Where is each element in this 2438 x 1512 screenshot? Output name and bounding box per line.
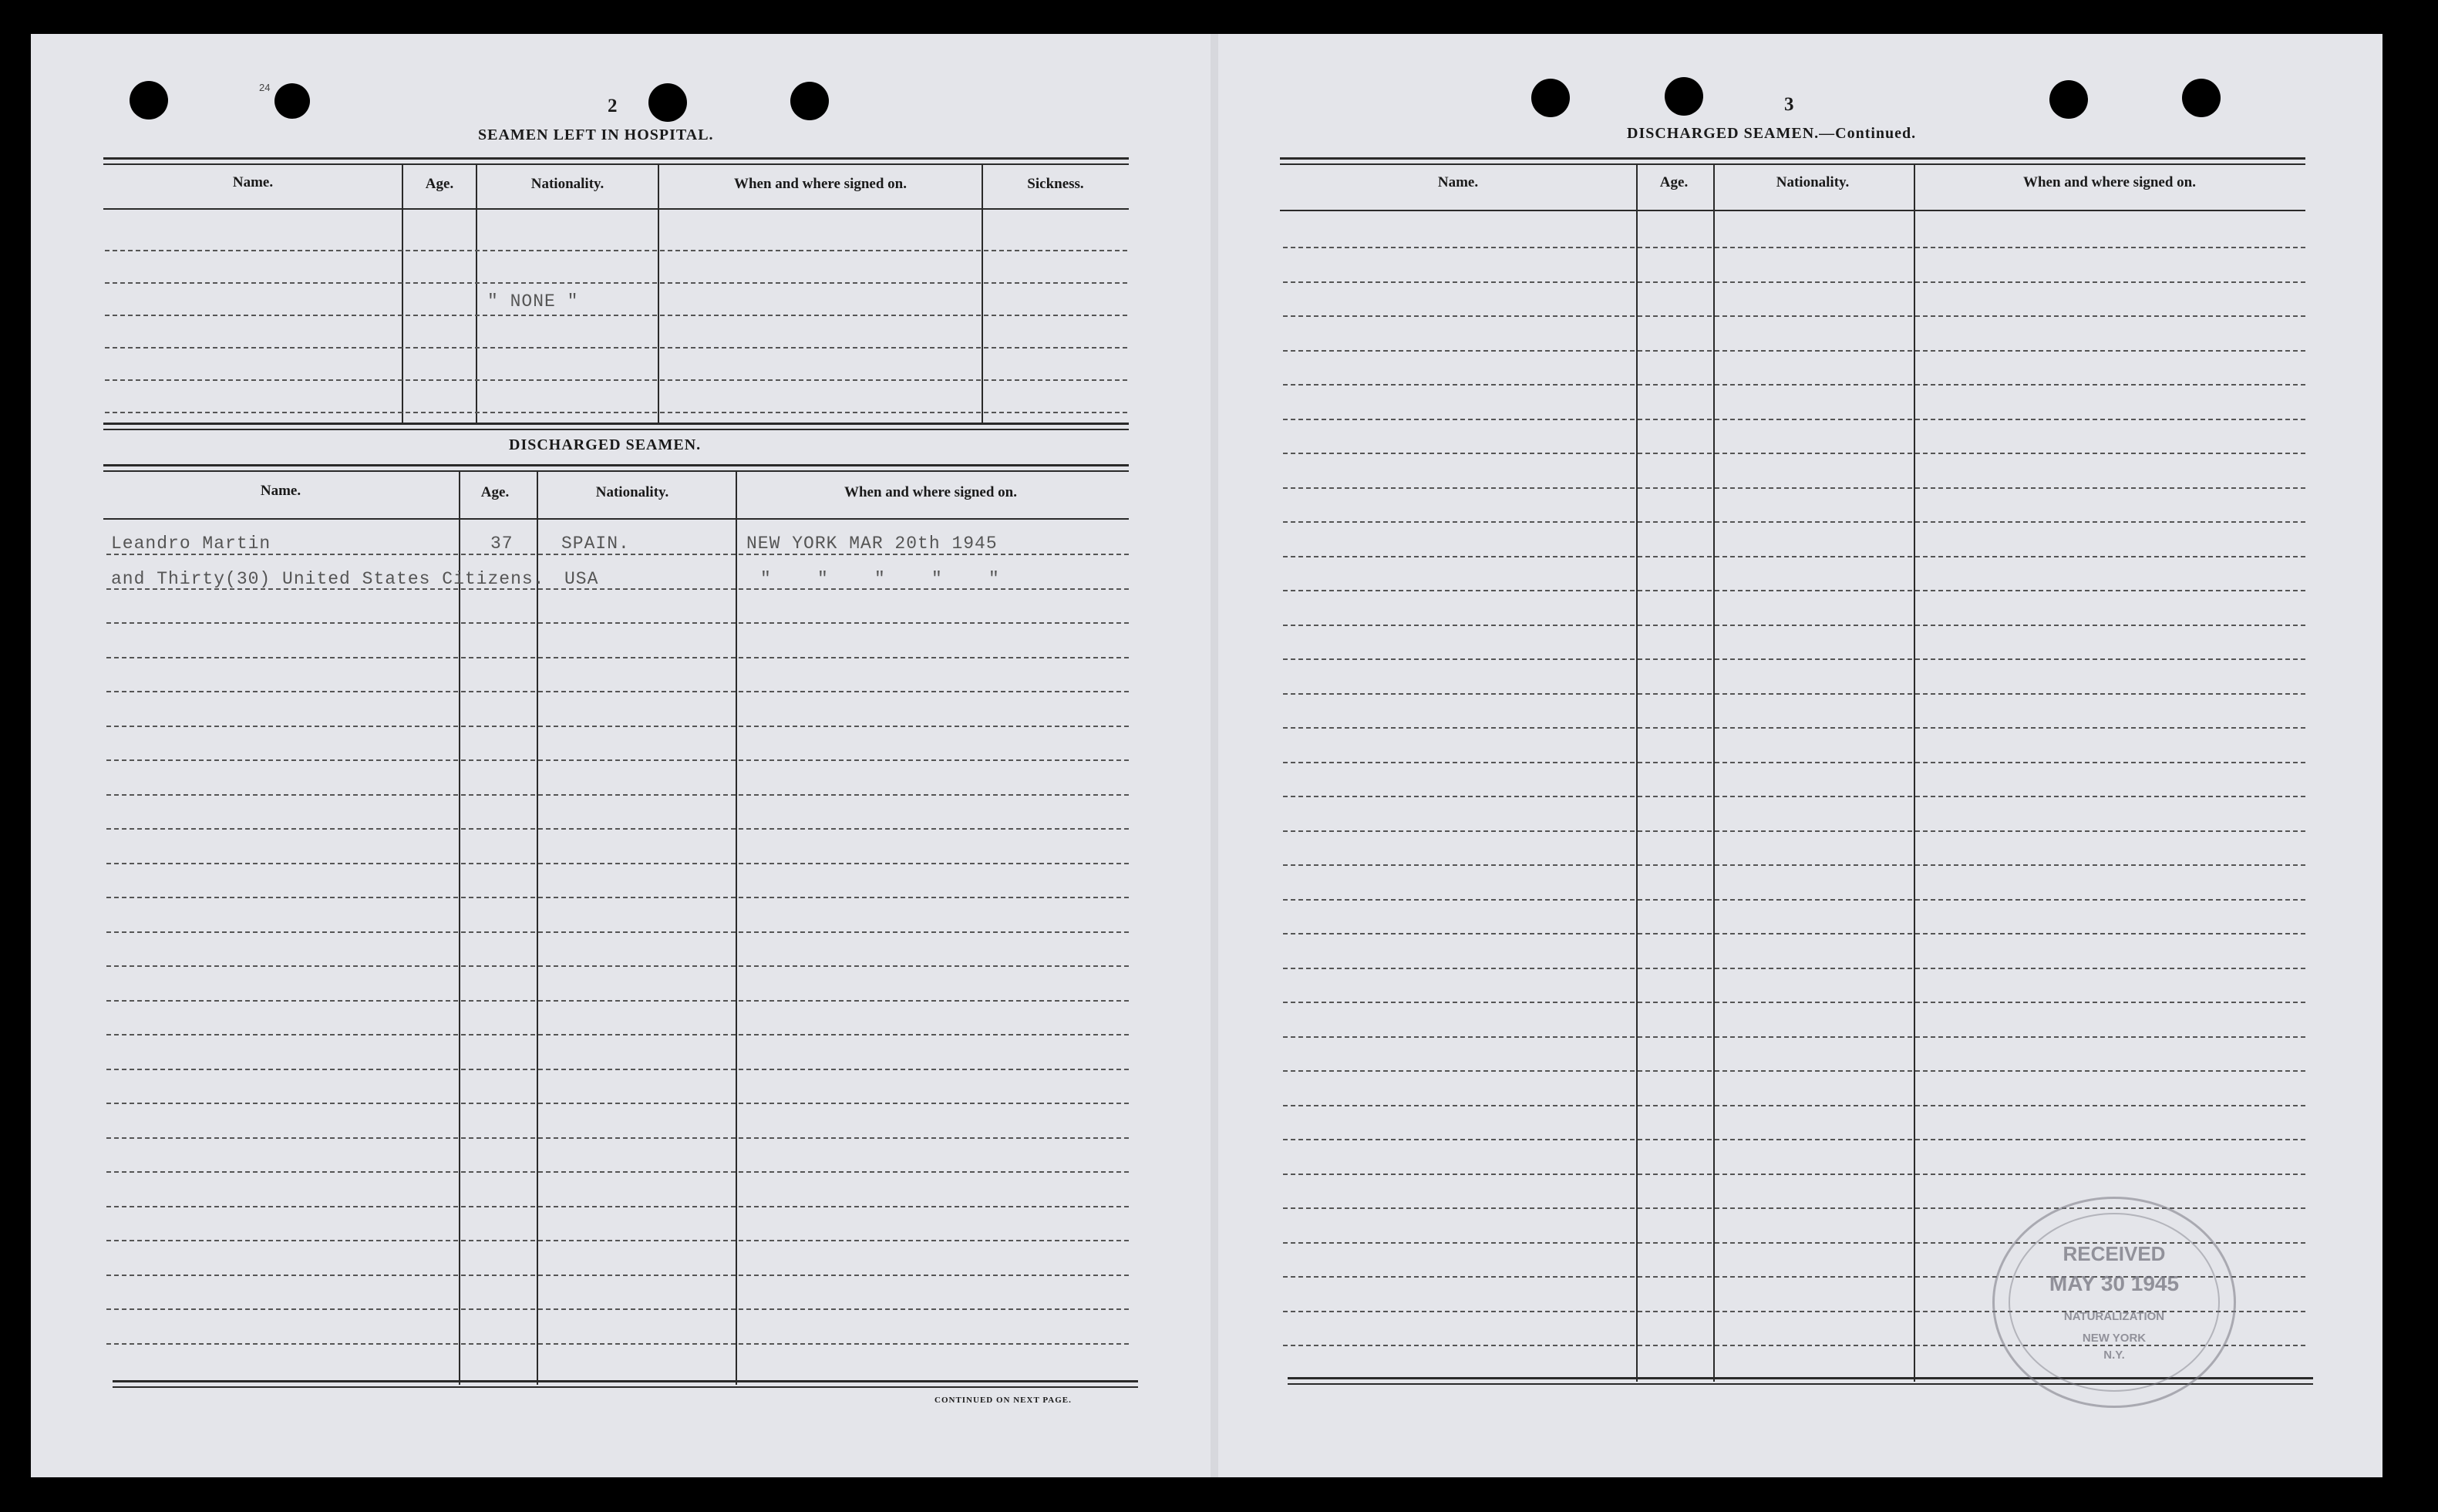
punch-hole <box>2182 79 2221 117</box>
row-line <box>106 759 1129 761</box>
column-header-nationality: Nationality. <box>595 484 669 500</box>
row-line <box>1283 487 2305 489</box>
page-number: 2 <box>608 96 618 116</box>
row-line <box>106 1240 1129 1241</box>
row-line <box>1283 899 2305 901</box>
column-header-age: Age. <box>1659 174 1689 190</box>
row-line <box>106 1206 1129 1207</box>
row-line <box>106 691 1129 692</box>
discharged-age: 37 <box>490 534 514 554</box>
row-line <box>1283 933 2305 934</box>
column-divider <box>476 163 477 424</box>
column-divider <box>982 163 983 424</box>
punch-hole <box>648 83 687 122</box>
row-line <box>1283 384 2305 386</box>
table-bottom-rule <box>113 1386 1138 1388</box>
punch-hole <box>274 83 310 119</box>
page-number: 3 <box>1784 94 1794 115</box>
column-divider <box>459 470 460 1385</box>
row-line <box>105 250 1127 251</box>
row-line <box>1283 247 2305 248</box>
row-line <box>105 412 1127 413</box>
row-line <box>106 1343 1129 1345</box>
column-header-name: Name. <box>232 174 274 190</box>
section-title-discharged: DISCHARGED SEAMEN. <box>509 436 702 453</box>
column-divider <box>736 470 737 1385</box>
column-divider <box>658 163 659 424</box>
column-header-sickness: Sickness. <box>1027 176 1084 192</box>
punch-hole <box>2049 80 2088 119</box>
row-line <box>1283 590 2305 591</box>
table-top-rule <box>1280 163 2305 165</box>
margin-note: 24 <box>259 82 271 93</box>
discharged-nationality: USA <box>564 569 599 589</box>
row-line <box>105 282 1127 284</box>
row-line <box>1283 521 2305 523</box>
row-line <box>106 1308 1129 1310</box>
row-line <box>1283 693 2305 695</box>
section-title-discharged-continued: DISCHARGED SEAMEN.—Continued. <box>1627 125 1917 142</box>
header-rule <box>103 518 1129 520</box>
row-line <box>1283 1105 2305 1106</box>
section-title-hospital: SEAMEN LEFT IN HOSPITAL. <box>478 126 714 143</box>
row-line <box>1283 1036 2305 1038</box>
table-top-rule <box>1280 157 2305 160</box>
row-line <box>106 1171 1129 1173</box>
row-line <box>106 931 1129 933</box>
header-rule <box>1280 210 2305 211</box>
row-line <box>1283 556 2305 557</box>
table-top-rule <box>103 470 1129 472</box>
row-line <box>106 965 1129 967</box>
row-line <box>106 863 1129 864</box>
discharged-nationality: SPAIN. <box>561 534 630 554</box>
column-header-name: Name. <box>260 483 301 499</box>
table-top-rule <box>103 464 1129 466</box>
table-top-rule <box>103 163 1129 165</box>
row-line <box>106 1034 1129 1036</box>
row-line <box>105 315 1127 316</box>
row-line <box>106 657 1129 658</box>
row-line <box>1283 350 2305 352</box>
row-line <box>1283 1139 2305 1140</box>
row-line <box>1283 1070 2305 1072</box>
row-line <box>106 1137 1129 1139</box>
row-line <box>105 379 1127 381</box>
stamp-line: RECEIVED <box>2063 1242 2166 1265</box>
row-line <box>106 1103 1129 1104</box>
hospital-entry: " NONE " <box>487 291 579 311</box>
column-header-signed-on: When and where signed on. <box>844 484 1017 500</box>
discharged-signed-on: NEW YORK MAR 20th 1945 <box>746 534 998 554</box>
column-divider <box>537 470 538 1385</box>
received-stamp <box>1992 1197 2236 1408</box>
row-line <box>1283 864 2305 866</box>
table-bottom-rule <box>113 1380 1138 1382</box>
discharged-name: Leandro Martin <box>111 534 271 554</box>
row-line <box>1283 1002 2305 1003</box>
row-line <box>1283 762 2305 763</box>
row-line <box>106 794 1129 796</box>
row-line <box>105 347 1127 349</box>
row-line <box>1283 453 2305 454</box>
stamp-inner-ring <box>2009 1213 2220 1392</box>
row-line <box>106 554 1129 555</box>
row-line <box>106 1275 1129 1276</box>
column-divider <box>1713 163 1715 1382</box>
row-line <box>106 622 1129 624</box>
header-rule <box>103 208 1129 210</box>
row-line <box>106 1000 1129 1002</box>
punch-hole <box>130 81 168 120</box>
stamp-date: MAY 30 1945 <box>2049 1271 2180 1295</box>
column-header-signed-on: When and where signed on. <box>733 176 907 192</box>
table-bottom-rule <box>103 423 1129 425</box>
column-header-age: Age. <box>425 176 454 192</box>
row-line <box>1283 727 2305 729</box>
row-line <box>1283 968 2305 969</box>
discharged-signed-on: " " " " " <box>760 569 1000 589</box>
punch-hole <box>1665 77 1703 116</box>
row-line <box>106 897 1129 898</box>
stamp-line: NATURALIZATION <box>2063 1310 2165 1323</box>
row-line <box>106 1069 1129 1070</box>
column-header-name: Name. <box>1437 174 1479 190</box>
discharged-name: and Thirty(30) United States Citizens. <box>111 569 545 589</box>
row-line <box>1283 658 2305 660</box>
stamp-line: NEW YORK <box>2082 1332 2147 1345</box>
punch-hole <box>1531 79 1570 117</box>
column-divider <box>402 163 403 424</box>
column-header-age: Age. <box>480 484 510 500</box>
row-line <box>1283 419 2305 420</box>
row-line <box>1283 315 2305 317</box>
row-line <box>1283 1174 2305 1175</box>
row-line <box>106 726 1129 727</box>
row-line <box>1283 830 2305 832</box>
column-header-nationality: Nationality. <box>1776 174 1850 190</box>
table-top-rule <box>103 157 1129 160</box>
page-gutter <box>1211 34 1218 1477</box>
column-header-nationality: Nationality. <box>530 176 604 192</box>
column-header-signed-on: When and where signed on. <box>2022 174 2196 190</box>
column-divider <box>1636 163 1638 1382</box>
row-line <box>106 828 1129 830</box>
punch-hole <box>790 82 829 120</box>
column-divider <box>1914 163 1915 1382</box>
row-line <box>1283 625 2305 626</box>
row-line <box>1283 281 2305 283</box>
table-bottom-rule <box>103 429 1129 430</box>
row-line <box>1283 796 2305 797</box>
stamp-line: N.Y. <box>2103 1349 2125 1362</box>
continued-note: CONTINUED ON NEXT PAGE. <box>934 1396 1072 1405</box>
